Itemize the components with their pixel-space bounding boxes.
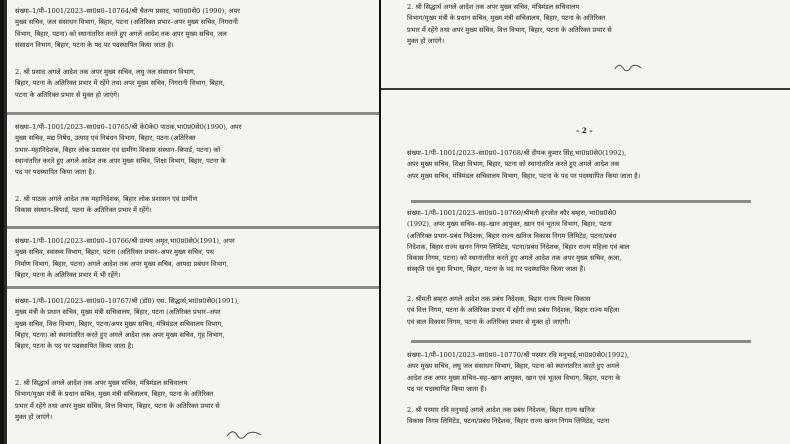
text-line: पटना के अतिरिक्त प्रभार से मुक्त हो जाएंगे। <box>15 90 120 99</box>
left-document-page <box>4 0 379 444</box>
text-line: संसाधन विभाग, बिहार, पटना के पद पर पदस्थापित किया जाता है। <box>15 40 174 49</box>
text-line: 2. श्री पाठक अगले आदेश तक महानिदेशक, बिहार लोक प्रशासन एवं ग्रामीण <box>15 195 198 203</box>
text-line: स्थानांतरित करते हुए अगले आदेश तक अपर मुख्य सचिव, शिक्षा विभाग, बिहार, पटना के <box>15 156 226 165</box>
text-line: 2. श्री परमार रवि मनुभाई अगले आदेश तक प्रबंध निदेशक, बिहार राज्य खनिज <box>407 406 595 414</box>
text-line: मुख्य सचिव, स्वास्थ्य विभाग, बिहार, पटना (अतिरिक्त प्रभार–अपर मुख्य सचिव, पथ <box>15 248 214 257</box>
divider <box>7 112 379 115</box>
text-line: मुख्य सचिव, जल संसाधन विभाग, बिहार, पटना (अतिरिक्त प्रभार–अपर मुख्य सचिव, निगरानी <box>15 18 238 27</box>
text-line: एवं वित्त निगम, पटना के अतिरिक्त प्रभार में रहेंगी तथा प्रबंध निदेशक, बिहार राज्य महिला <box>407 306 620 315</box>
text-line: प्रभार में रहेंगे तथा अपर मुख्य सचिव, वित्त विभाग, बिहार, पटना के अतिरिक्त प्रभार से <box>15 401 220 410</box>
text-line: संख्या–1/पी–1001/2023–सा0प्र0–10765/श्री के0के0 पाठक,भा0प्र0से0(1990), अपर <box>15 123 242 131</box>
text-line: एवं बाल विकास निगम, पटना के अतिरिक्त प्रभार से मुक्त हो जाएंगी। <box>407 317 571 326</box>
text-line: विभाग/मुख्य मंत्री के प्रधान सचिव, मुख्य मंत्री सचिवालय, बिहार, पटना के अतिरिक्त <box>407 14 606 23</box>
text-line: (1992), अपर मुख्य सचिव–सह–खान आयुक्त, खान एवं भूतत्व विभाग, बिहार, पटना <box>407 220 612 229</box>
text-line: संस्कृति एवं युवा विभाग, बिहार, पटना के पद पर पदस्थापित किया जाता है। <box>407 265 586 274</box>
text-line: विभाग/मुख्य मंत्री के प्रधान सचिव, मुख्य मंत्री सचिवालय, बिहार, पटना के अतिरिक्त <box>15 390 214 399</box>
text-line: मुक्त हो जाएंगे। <box>407 36 445 45</box>
order-10765-para-2 <box>15 194 371 217</box>
order-10770 <box>407 350 782 395</box>
text-line: आदेश तक अपर मुख्य सचिव–सह–खान आयुक्त, खान एवं भूतत्व विभाग, बिहार, पटना के <box>407 373 621 382</box>
text-line: अपर मुख्य सचिव, मंत्रिमंडल सचिवालय विभाग, बिहार, पटना के पद पर पदस्थापित किया जाता है। <box>407 171 641 180</box>
text-line: संख्या–1/पी–1001/2023–सा0प्र0–10770/श्री परमार रवि मनुभाई,भा0प्र0से0(1992), <box>407 351 630 359</box>
text-line: प्रभार–महानिदेशक, बिहार लोक प्रशासन एवं ग्रामीण विकास संस्थान–बिपार्ड, पटना) को <box>15 145 221 154</box>
text-line: बिहार, पटना के अतिरिक्त प्रभार में रहेंगे तथा अपर मुख्य सचिव, निगरानी विभाग, बिहार, <box>15 79 225 88</box>
text-line: बिहार, पटना के अतिरिक्त प्रभार में भी रहेंगे। <box>15 270 121 279</box>
divider <box>7 286 379 289</box>
text-line: मुख्य सचिव, वित्त विभाग, बिहार, पटना/अपर मुख्य सचिव, मंत्रिमंडल सचिवालय विभाग, <box>15 319 224 328</box>
text-line: संख्या–1/पी–1001/2023–सा0प्र0–10764/श्री चैतन्य प्रसाद, भा0प्र0से0 (1990), अपर <box>15 7 240 15</box>
order-10768 <box>407 148 782 182</box>
page-break-rule <box>381 88 790 90</box>
text-line: 2. श्री सिद्धार्थ अगले आदेश तक अपर मुख्य सचिव, मंत्रिमंडल सचिवालय <box>15 379 188 387</box>
right-document-page <box>381 0 790 444</box>
signature-mark <box>613 60 643 74</box>
text-line: विकास संस्थान–बिपार्ड, पटना के अतिरिक्त प्रभार में रहेंगे। <box>15 206 152 215</box>
divider <box>7 226 379 229</box>
order-10767-para-2-continued <box>407 2 782 47</box>
text-line: बिहार, पटना के पद पर पदस्थापित किया जाता है। <box>15 342 134 351</box>
text-line: संख्या–1/पी–1001/2023–सा0प्र0–10766/श्री प्रत्यय अमृत,भा0प्र0से0(1991), अपर <box>15 237 235 245</box>
order-10767 <box>15 296 371 352</box>
text-line: अपर मुख्य सचिव, लघु जल संसाधन विभाग, बिहार, पटना को स्थानांतरित करते हुए अगले <box>407 362 620 371</box>
text-line: संख्या–1/पी–1001/2023–सा0प्र0–10769/श्रीमती हरजोत कौर बम्हरा, भा0प्र0से0 <box>407 209 617 217</box>
text-line: पद पर पदस्थापित किया जाता है। <box>407 384 487 393</box>
divider <box>411 340 751 343</box>
text-line: संख्या–1/पी–1001/2023–सा0प्र0–10768/श्री दीपक कुमार सिंह,भा0प्र0से0(1992), <box>407 149 627 157</box>
text-line: 2. श्री सिद्धार्थ अगले आदेश तक अपर मुख्य सचिव, मंत्रिमंडल सचिवालय <box>407 3 580 11</box>
text-line: 2. श्रीमती बम्हरा अगले आदेश तक प्रबंध निदेशक, बिहार राज्य फिल्म विकास <box>407 295 591 303</box>
text-line: मुख्य सचिव, मद्य निषेध, उत्पाद एवं निबंधन विभाग, बिहार, पटना (अतिरिक्त <box>15 134 196 143</box>
order-10770-para-2 <box>407 405 782 428</box>
text-line: विभाग, बिहार, पटना) को स्थानांतरित करते हुए अगले आदेश तक अपर मुख्य सचिव, जल <box>15 29 227 38</box>
order-10769-para-2 <box>407 294 782 328</box>
text-line: 2. श्री प्रसाद अगले आदेश तक अपर मुख्य सचिव, लघु जल संसाधन विभाग, <box>15 68 196 76</box>
text-line: मुक्त हो जाएंगे। <box>15 412 53 421</box>
divider <box>411 200 751 203</box>
order-10765 <box>15 122 371 178</box>
text-line: प्रभार में रहेंगे तथा अपर मुख्य सचिव, वित्त विभाग, बिहार, पटना के अतिरिक्त प्रभार से <box>407 25 612 34</box>
order-10764 <box>15 6 371 51</box>
text-line: अपर मुख्य सचिव, शिक्षा विभाग, बिहार, पटना को स्थानांतरित करते हुए अगले आदेश तक <box>407 160 620 169</box>
text-line: (अतिरिक्त प्रभार–प्रबंध निदेशक, बिहार राज्य खनिज विकास निगम लिमिटेड, पटना/प्रबंध <box>407 231 617 240</box>
text-line: विकास निगम लिमिटेड, पटना/प्रबंध निदेशक, बिहार राज्य खनन निगम लिमिटेड, पटना <box>407 417 610 426</box>
text-line: निर्माण विभाग, बिहार, पटना) अगले आदेश तक अपर मुख्य सचिव, आपदा प्रबंधन विभाग, <box>15 259 229 268</box>
text-line: संख्या–1/पी–1001/2023–सा0प्र0–10767/श्री (डॉ0) एस. सिद्धार्थ,भा0प्र0से0(1991), <box>15 297 240 305</box>
text-line: पद पर पदस्थापित किया जाता है। <box>15 168 95 177</box>
text-line: विकास निगम, पटना) को स्थानांतरित करते हुए अगले आदेश तक अपर मुख्य सचिव, कला, <box>407 254 622 263</box>
text-line: मुख्य मंत्री के प्रधान सचिव, मुख्य मंत्री सचिवालय, बिहार, पटना (अतिरिक्त प्रभार–अपर <box>15 308 221 317</box>
text-line: निदेशक, बिहार राज्य खनन निगम लिमिटेड, पटना/प्रबंध निदेशक, बिहार राज्य महिला एवं बाल <box>407 242 630 251</box>
order-10764-para-2 <box>15 67 371 101</box>
signature-mark <box>225 426 265 440</box>
order-10767-para-2 <box>15 378 371 423</box>
text-line: बिहार, पटना) को स्थानांतरित करते हुए अगले आदेश तक अपर मुख्य सचिव, गृह विभाग, <box>15 330 225 339</box>
order-10769 <box>407 208 782 276</box>
order-10766 <box>15 236 371 281</box>
page-number: – 2 – <box>576 126 593 135</box>
